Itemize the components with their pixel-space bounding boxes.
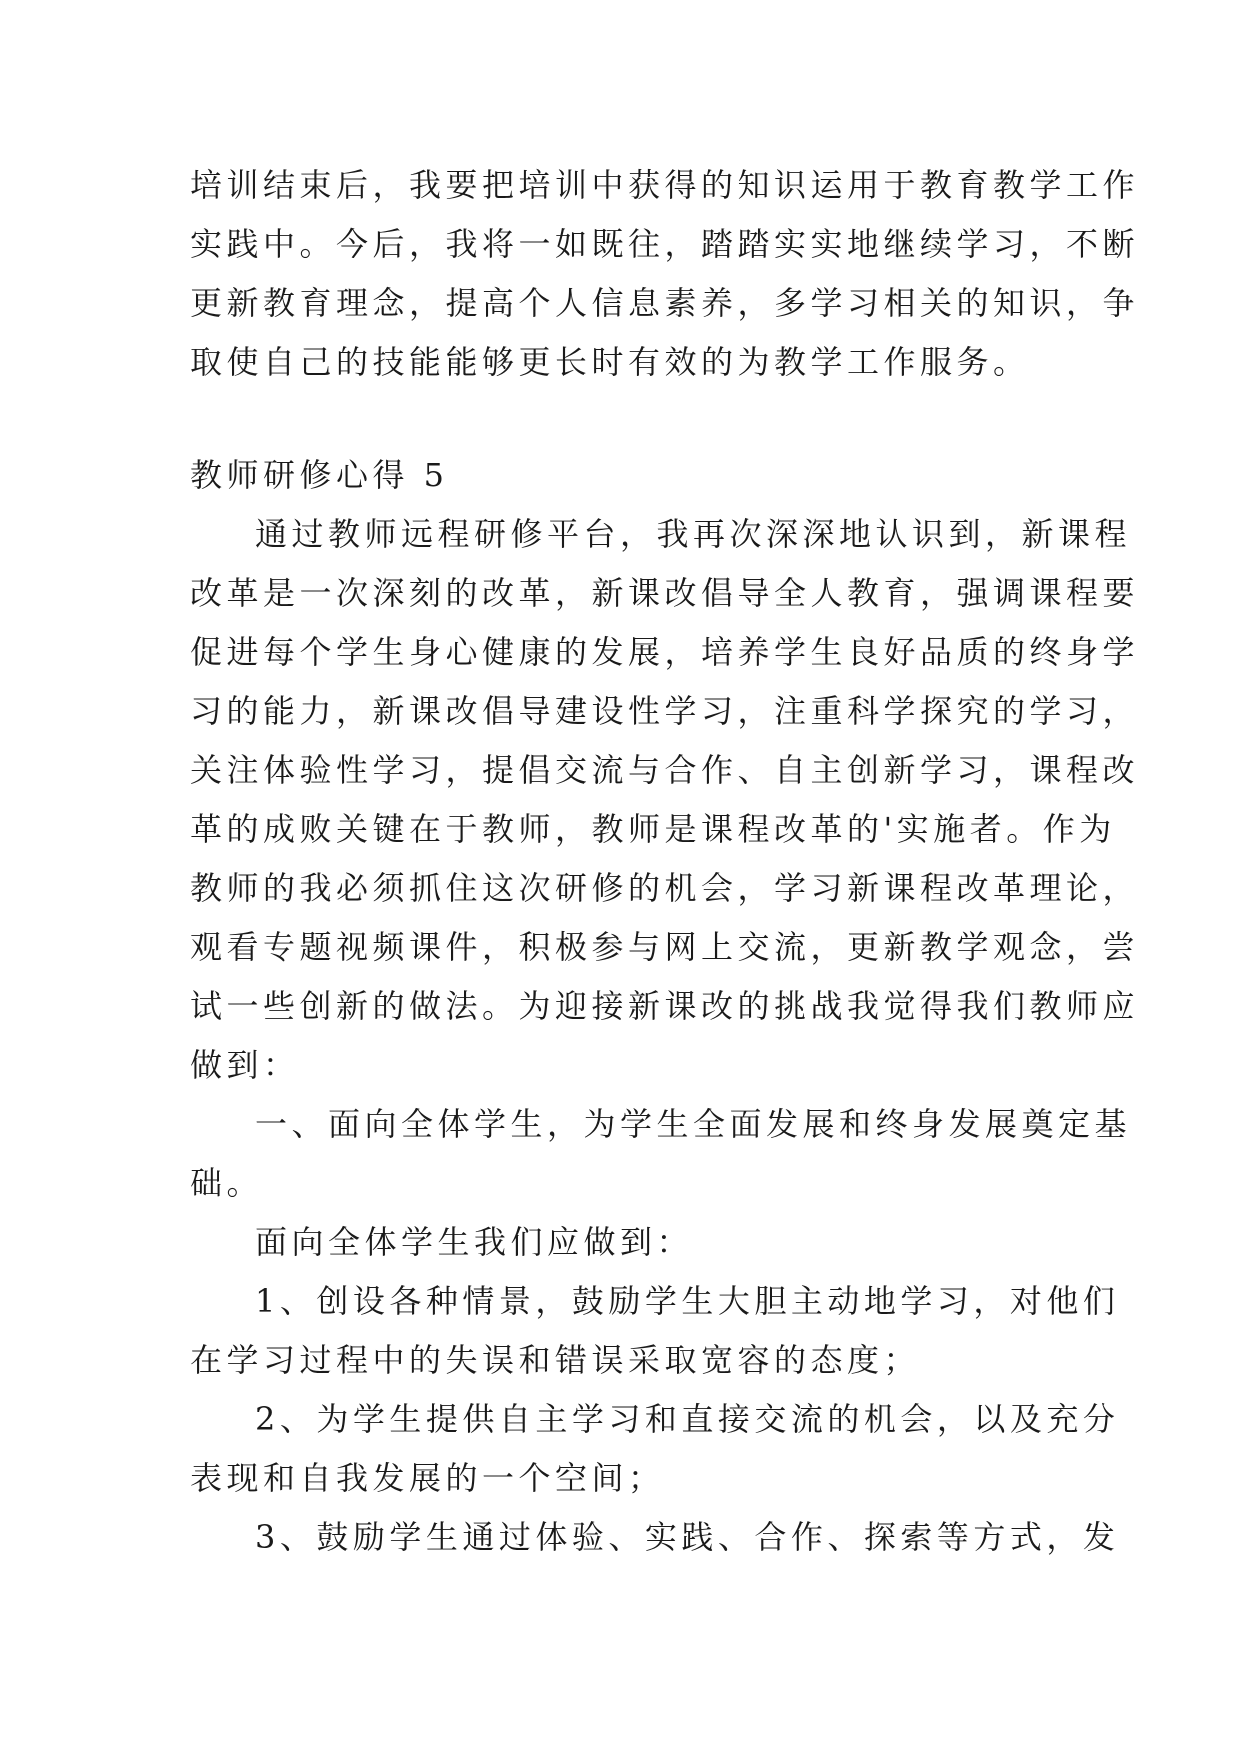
list-item-line: 1、创设各种情景，鼓励学生大胆主动地学习，对他们 bbox=[255, 1282, 1120, 1320]
list-item-line: 表现和自我发展的一个空间； bbox=[190, 1459, 665, 1497]
list-item-line: 2、为学生提供自主学习和直接交流的机会，以及充分 bbox=[255, 1400, 1120, 1438]
text-line: 通过教师远程研修平台，我再次深深地认识到，新课程 bbox=[255, 515, 1132, 553]
list-item-line: 在学习过程中的失误和错误采取宽容的态度； bbox=[190, 1341, 921, 1379]
text-line: 培训结束后，我要把培训中获得的知识运用于教育教学工作 bbox=[190, 166, 1140, 204]
list-item-line: 3、鼓励学生通过体验、实践、合作、探索等方式，发 bbox=[255, 1518, 1120, 1556]
text-line: 教师的我必须抓住这次研修的机会，学习新课程改革理论， bbox=[190, 869, 1140, 907]
text-line: 习的能力，新课改倡导建设性学习，注重科学探究的学习， bbox=[190, 692, 1140, 730]
text-line: 观看专题视频课件，积极参与网上交流，更新教学观念，尝 bbox=[190, 928, 1140, 966]
text-line: 关注体验性学习，提倡交流与合作、自主创新学习，课程改 bbox=[190, 751, 1140, 789]
text-line: 础。 bbox=[190, 1164, 264, 1202]
text-line: 取使自己的技能能够更长时有效的为教学工作服务。 bbox=[190, 343, 1030, 381]
text-line: 试一些创新的做法。为迎接新课改的挑战我觉得我们教师应 bbox=[190, 987, 1140, 1025]
text-line: 改革是一次深刻的改革，新课改倡导全人教育，强调课程要 bbox=[190, 574, 1140, 612]
text-line: 促进每个学生身心健康的发展，培养学生良好品质的终身学 bbox=[190, 633, 1140, 671]
text-line: 更新教育理念，提高个人信息素养，多学习相关的知识，争 bbox=[190, 284, 1140, 322]
text-line: 实践中。今后，我将一如既往，踏踏实实地继续学习，不断 bbox=[190, 225, 1140, 263]
text-line: 革的成败关键在于教师，教师是课程改革的'实施者。作为 bbox=[190, 810, 1116, 848]
section-heading: 教师研修心得 5 bbox=[190, 456, 449, 494]
text-line: 一、面向全体学生，为学生全面发展和终身发展奠定基 bbox=[255, 1105, 1132, 1143]
text-line: 面向全体学生我们应做到： bbox=[255, 1223, 694, 1261]
text-line: 做到： bbox=[190, 1046, 300, 1084]
